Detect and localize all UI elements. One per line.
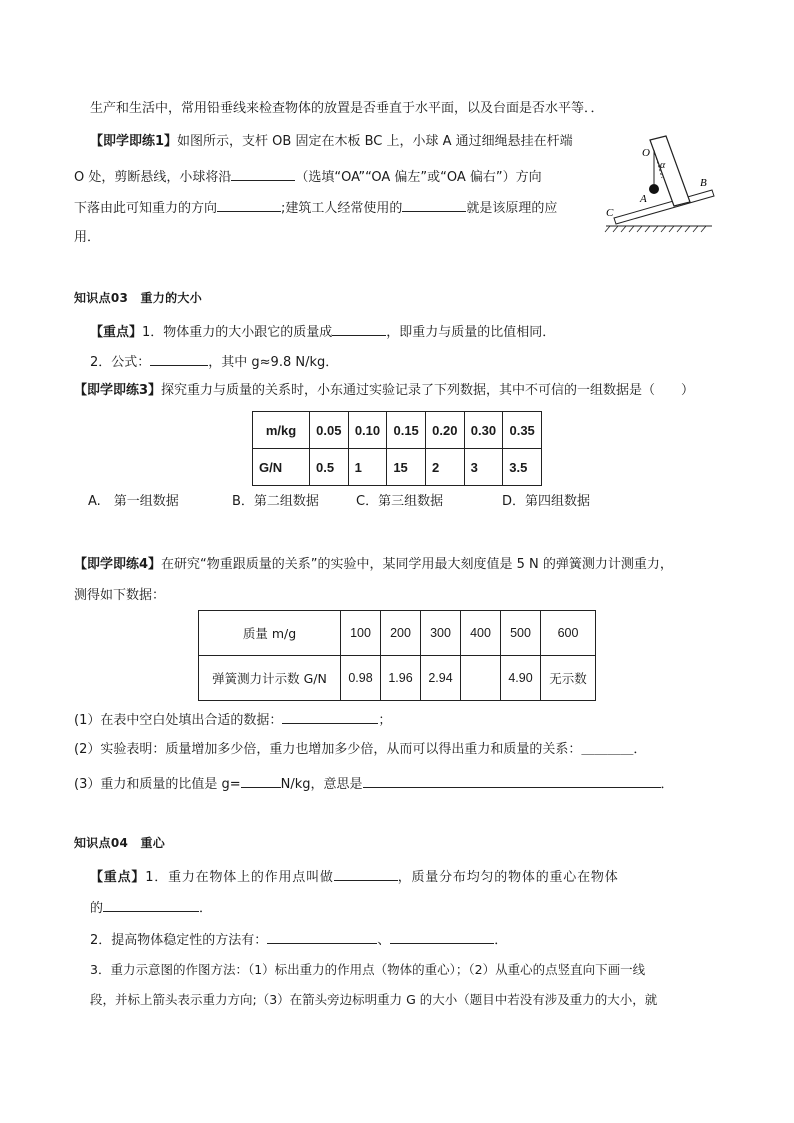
answer-blank[interactable] <box>332 321 386 336</box>
kp03-line-1: 【重点】1．物体重力的大小跟它的质量成 ，即重力与质量的比值相同． <box>90 321 555 343</box>
ex1-line-4: 用． <box>74 230 101 245</box>
table-row: m/kg 0.05 0.10 0.15 0.20 0.30 0.35 <box>253 412 542 449</box>
ex1-line-3: 下落由此可知重力的方向 ;建筑工人经常使用的 就是该原理的应 <box>74 197 557 219</box>
kp04-line-4: 3．重力示意图的作图方法：（1）标出重力的作用点（物体的重心）；（2）从重心的点竖直向下画一线 <box>90 962 646 977</box>
answer-blank[interactable] <box>363 773 661 788</box>
answer-blank[interactable] <box>217 197 281 212</box>
option-d[interactable]: D．第四组数据 <box>502 494 591 509</box>
mass-weight-table <box>252 411 542 486</box>
table-row: 弹簧测力计示数 G/N 0.98 1.96 2.94 4.90 无示数 <box>199 656 596 701</box>
kp04-line-2: 的 ． <box>90 897 212 919</box>
answer-blank[interactable] <box>150 351 208 366</box>
ex4-line-1: 【即学即练4】在研究“物重跟质量的关系”的实验中，某同学用最大刻度值是 5 N 的弹簧测力计测重力， <box>74 557 673 572</box>
answer-blank[interactable] <box>103 897 199 912</box>
option-a[interactable]: A. 第一组数据 <box>88 494 179 509</box>
ex4-q2: (2）实验表明：质量增加多少倍，重力也增加多少倍，从而可以得出重力和质量的关系：＿＿＿＿． <box>74 742 647 757</box>
ex1-line-1: 【即学即练1】如图所示，支杆 OB 固定在木板 BC 上，小球 A 通过细绳悬挂在杆端 <box>90 134 573 149</box>
intro-line: 生产和生活中，常用铅垂线来检查物体的放置是否垂直于水平面，以及台面是否水平等．． <box>90 101 604 116</box>
svg-text:B: B <box>700 177 707 189</box>
svg-text:A: A <box>640 193 647 205</box>
answer-blank[interactable] <box>334 866 398 881</box>
kp04-line-5: 段，并标上箭头表示重力方向;（3）在箭头旁边标明重力 G 的大小（题目中若没有涉及重力的大小，就 <box>90 992 658 1007</box>
kp04-title: 知识点04 重心 <box>74 836 166 850</box>
ex3-question: 【即学即练3】探究重力与质量的关系时，小东通过实验记录了下列数据，其中不可信的一组数据是（ ） <box>74 383 695 398</box>
ex1-tag: 【即学即练1】 <box>90 134 178 149</box>
ex4-q3: (3）重力和质量的比值是 g= N/kg，意思是 ． <box>74 773 674 795</box>
ex4-line-2: 测得如下数据： <box>74 588 166 603</box>
answer-blank[interactable] <box>231 166 295 181</box>
option-c[interactable]: C．第三组数据 <box>356 494 444 509</box>
table-row: 质量 m/g 100 200 300 400 500 600 <box>199 611 596 656</box>
answer-blank[interactable] <box>390 929 494 944</box>
ex4-q1: (1）在表中空白处填出合适的数据： ； <box>74 709 391 731</box>
svg-text:C: C <box>606 207 614 219</box>
kp04-line-3: 2．提高物体稳定性的方法有： 、 ． <box>90 929 507 951</box>
empty-cell[interactable] <box>461 656 501 701</box>
answer-blank[interactable] <box>241 773 281 788</box>
kp03-title: 知识点03 重力的大小 <box>74 291 202 305</box>
svg-text:O: O <box>642 147 650 159</box>
spring-scale-table <box>198 610 596 701</box>
answer-blank[interactable] <box>402 197 466 212</box>
svg-text:α: α <box>660 160 666 171</box>
answer-blank[interactable] <box>282 709 378 724</box>
ex1-line-2: O 处，剪断悬线，小球将沿 （选填“OA”“OA 偏左”或“OA 偏右”）方向 <box>74 166 542 188</box>
pole-ball-figure <box>600 128 720 238</box>
option-b[interactable]: B．第二组数据 <box>232 494 319 509</box>
table-row: G/N 0.5 1 15 2 3 3.5 <box>253 449 542 486</box>
kp04-line-1: 【重点】1．重力在物体上的作用点叫做 ，质量分布均匀的物体的重心在物体 <box>90 866 619 888</box>
answer-blank[interactable] <box>267 929 377 944</box>
kp03-line-2: 2．公式： ，其中 g≈9.8 N/kg． <box>90 351 338 373</box>
